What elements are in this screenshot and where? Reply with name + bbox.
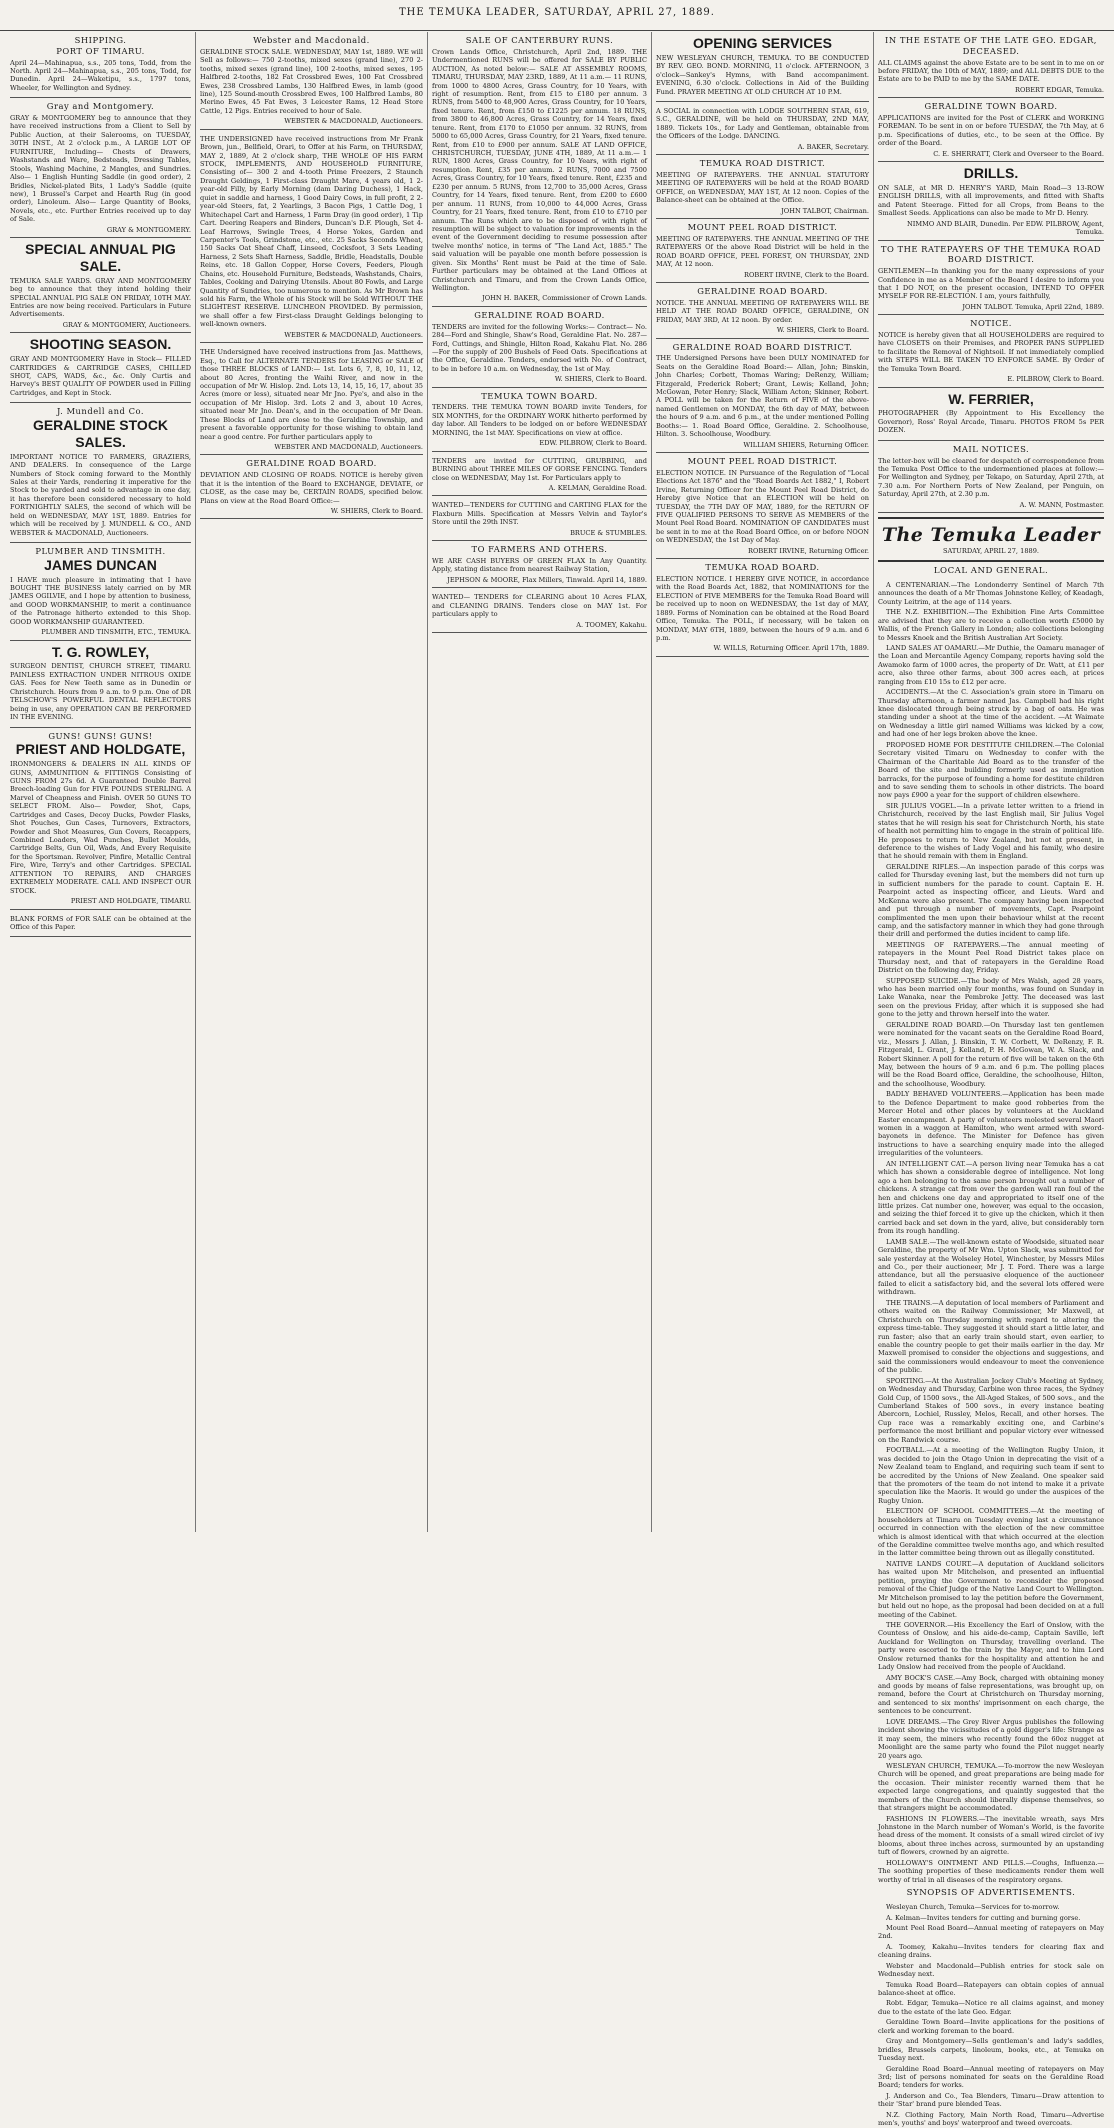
advertisement bbox=[656, 219, 869, 283]
ad-body: BLANK FORMS of FOR SALE can be obtained at the Office of this Paper. bbox=[10, 914, 191, 931]
synopsis-item: N.Z. Clothing Factory, Main North Road, Timaru—Advertise men's, youths' and boys' waterproof and tweed overcoats. bbox=[878, 2110, 1104, 2128]
news-keyword: FASHIONS IN FLOWERS. bbox=[886, 1814, 979, 1823]
advertisement bbox=[200, 32, 423, 130]
news-keyword: BADLY BEHAVED VOLUNTEERS. bbox=[886, 1090, 1003, 1099]
news-keyword: GERALDINE RIFLES. bbox=[886, 862, 960, 871]
news-paragraph bbox=[878, 741, 1104, 800]
advertisement bbox=[432, 496, 647, 541]
news-text: —On Thursday last ten gentlemen were nominated for the vacant seats on the Geraldine Road Board, viz., Messrs J. Allan, J. Binskin, T. W. Corbett, W. DeRenzy, F. R. Fitzgerald, L. Grant, J. Kelland, P. H. McGowan, W. A. Slack, and Robert Skinner. A poll for the return of five will be taken on the 6th May, between the hours of 9 a.m. and 6 p.m. The polling places will be the Road Board office, Geraldine, the schoolhouse, Hilton, and the schoolhouse, Woodbury. bbox=[878, 1020, 1104, 1088]
news-text: —At the C. Association's grain store in Timaru on Thursday afternoon, a farmer named Jas. Campbell had his right knee dislocated through being struck by a bag of oats. He was standing under a shoot at the time of the accident. —At Waimate on Wednesday a little girl named Williams was kicked by a cow, and had one of her legs broken above the knee. bbox=[878, 688, 1104, 739]
ad-heading: GERALDINE ROAD BOARD. bbox=[697, 286, 828, 297]
ad-heading: TEMUKA TOWN BOARD. bbox=[481, 390, 598, 401]
news-keyword: PROPOSED HOME FOR DESTITUTE CHILDREN. bbox=[886, 740, 1055, 749]
ad-signature: WEBSTER & MACDONALD, Auctioneers. bbox=[284, 330, 423, 339]
ad-body: IMPORTANT NOTICE TO FARMERS, GRAZIERS, AND DEALERS. In consequence of the Large Numbers of Stock coming forward to the Monthly Sales at their Yards, rendering it imperative for the Stock to be yarded and sold to advantage in one day, it has therefore been considered necessary to hold FORTNIGHTLY SALES, the second of which will be held on WEDNESDAY, MAY 1ST, 1889. Entries for which will be received by J. MUNDELL & CO., AND WEBSTER & MACDONALD, Auctioneers. bbox=[10, 452, 191, 537]
news-keyword: NATIVE LANDS COURT. bbox=[886, 1559, 973, 1568]
ad-display-heading: JAMES DUNCAN bbox=[44, 556, 157, 573]
ad-signature: JEPHSON & MOORE, Flax Millers, Tinwald. April 14, 1889. bbox=[447, 575, 647, 584]
synopsis-item: Temuka Road Board—Ratepayers can obtain copies of annual balance-sheet at office. bbox=[878, 1980, 1104, 1998]
ad-heading: Gray and Montgomery. bbox=[46, 101, 155, 112]
ad-display-heading: T. G. ROWLEY, bbox=[51, 643, 150, 660]
news-keyword: LAMB SALE. bbox=[886, 1237, 930, 1246]
ad-heading: TO THE RATEPAYERS OF THE TEMUKA ROAD BOARD DISTRICT. bbox=[880, 243, 1102, 265]
news-paragraph bbox=[878, 802, 1104, 861]
news-paragraph bbox=[878, 1299, 1104, 1375]
ad-signature: ROBERT EDGAR, Temuka. bbox=[1015, 85, 1104, 94]
news-text: —The well-known estate of Woodside, situated near Geraldine, the property of Mr Wm. Upton Slack, was submitted for sale yesterday at the Wolseley Hotel, Winchester, by Messrs Miles and Co., per their auctioneer, Mr J. T. Ford. There was a large attendance, but all the persuasive eloquence of the auctioneer failed to elicit a satisfactory bid, and the several lots offered were withdrawn. bbox=[878, 1237, 1104, 1297]
ad-signature: GRAY & MONTGOMERY. bbox=[106, 225, 191, 234]
advertisement bbox=[10, 32, 191, 98]
ad-body: I HAVE much pleasure in intimating that I have BOUGHT THE BUSINESS lately carried on by MR JAMES OGILVIE, and I hope by attention to business, and GOOD WORKMANSHIP, to merit a continuance of the Patronage hitherto extended to this Shop. GOOD WORKMANSHIP GUARANTEED. bbox=[10, 575, 191, 626]
ad-signature: WEBSTER & MACDONALD, Auctioneers. bbox=[284, 117, 423, 126]
synopsis-item: J. Anderson and Co., Tea Blenders, Timaru—Draw attention to their 'Star' brand pure blended Teas. bbox=[878, 2091, 1104, 2109]
ad-body: ALL CLAIMS against the above Estate are to be sent in to me on or before FRIDAY, the 10th of MAY, 1889; and ALL DEBTS DUE to the Estate are to be PAID to me by the SAME DATE. bbox=[878, 58, 1104, 84]
news-paragraph bbox=[878, 1718, 1104, 1760]
newspaper-columns bbox=[6, 32, 1108, 2128]
ad-body: Crown Lands Office, Christchurch, April 2nd, 1889. THE Undermentioned RUNS will be offered for SALE BY PUBLIC AUCTION, As noted below:— SALE AT ASSEMBLY ROOMS, TIMARU, THURSDAY, MAY 23RD, 1889, At 11 a.m.— 11 RUNS, from 1000 to 4800 Acres, Grass Country, for 10 Years, with right of resumption. Rent, from £15 to £180 per annum. 3 RUNS, from 5400 to 48,900 Acres, Grass Country, for 10 Years, fixed tenure. Rent, from £150 to £1225 per annum. 18 RUNS, from 3800 to 46,800 Acres, Grass Country, for 14 Years, fixed tenure. Rent, from £170 to £1050 per annum. 32 RUNS, from 5000 to 65,000 Acres, Grass Country, for 21 Years, fixed tenure. Rent, from £10 to £900 per annum. SALE AT LAND OFFICE, CHRISTCHURCH, TUESDAY, JUNE 4TH, 1889, At 11 a.m.— 1 RUN, 1800 Acres, Grass Country, for 10 Years, with right of resumption. Rent, £35 per annum. 2 RUNS, 7000 and 7500 Acres, Grass Country, for 10 Years, fixed tenure. Rent, £235 and £230 per annum. 5 RUNS, from 12,700 to 35,000 Acres, Grass Country, for 14 Years, fixed tenure. Rent, from £200 to £600 per annum. 11 RUNS, from 10,000 to 44,000 Acres, Grass Country, for 21 Years, fixed tenure. Rent, from £10 to £710 per annum. The Runs which are to be disposed of with right of resumption will be subject to valuation for improvements in the event of the Government deciding to resume possession after twelve months' notice, in terms of "The Land Act, 1885." The said valuation will be payable one month before possession is given. Six Months' Rent must be Paid at the time of Sale. Further particulars may be obtained at the Land Offices at Christchurch and Timaru, and from the Crown Lands Office, Wellington. bbox=[432, 47, 647, 292]
ad-display-heading: W. FERRIER, bbox=[948, 390, 1034, 407]
ad-signature: JOHN TALBOT, Chairman. bbox=[781, 206, 869, 215]
news-keyword: LOVE DREAMS. bbox=[886, 1717, 941, 1726]
news-keyword: LAND SALES AT OAMARU. bbox=[886, 643, 979, 652]
ad-body: GRAY AND MONTGOMERY Have in Stock— FILLED CARTRIDGES & CARTRIDGE CASES, CHILLED SHOT, CAPS, WADS, &c., &c. Only Curtis and Harvey's BEST QUALITY OF POWDER used in Filling Cartridges, and Kept in Stock. bbox=[10, 355, 191, 397]
ad-body: GENTLEMEN—In thanking you for the many expressions of your Confidence in me as a Member of the Board I desire to inform you that I DO NOT, on the present occasion, INTEND TO OFFER MYSELF FOR RE-ELECTION. I am, yours faithfully, bbox=[878, 267, 1104, 301]
news-paragraph bbox=[878, 644, 1104, 686]
ad-signature: WEBSTER AND MACDONALD, Auctioneers. bbox=[274, 443, 423, 451]
ad-body: THE Undersigned Persons have been DULY NOMINATED for Seats on the Geraldine Road Board:— Allan, John; Binskin, John Charles; Corbett, Thomas Waring; DeRenzy, William; Fitzgerald, Frederick Robert; Grant, Lewis; Kelland, John; McGowan, Peter Henry; Slack, William Acton; Skinner, Robert. A POLL will be taken for the Return of FIVE of the above-named Gentlemen on MONDAY, the 6th day of MAY, between the hours of 9 a.m. and 6 p.m., at the under mentioned Polling Booths:— 1. Road Board Office, Geraldine. 2. Schoolhouse, Hilton. 3. Schoolhouse, Woodbury. bbox=[656, 354, 869, 439]
column-5 bbox=[874, 32, 1108, 2128]
advertisement bbox=[10, 543, 191, 641]
news-paragraph bbox=[878, 1762, 1104, 1813]
news-text: —The annual meeting of ratepayers in the Mount Peel Road District takes place on Thursday next, and that of ratepayers in the Geraldine Road District on the following day, Friday. bbox=[878, 940, 1104, 975]
synopsis-item: A. Toomey, Kakahu—Invites tenders for clearing flax and cleaning drains. bbox=[878, 1942, 1104, 1960]
news-keyword: THE GOVERNOR. bbox=[886, 1620, 948, 1629]
advertisement bbox=[878, 241, 1104, 316]
news-paragraph bbox=[878, 1621, 1104, 1672]
ad-signature: JOHN TALBOT. Temuka, April 22nd, 1889. bbox=[962, 302, 1104, 311]
ad-signature: WILLIAM SHIERS, Returning Officer. bbox=[743, 440, 869, 449]
advertisement bbox=[656, 339, 869, 454]
ad-signature: E. PILBROW, Clerk to Board. bbox=[1007, 375, 1104, 384]
ad-body: IRONMONGERS & DEALERS IN ALL KINDS OF GUNS, AMMUNITION & FITTINGS Consisting of GUNS FROM 27s 6d. A Guaranteed Double Barrel Breech-loading Gun for FIVE POUNDS STERLING. A Marvel of Cheapness and Finish. OVER 50 GUNS TO SELECT FROM. Also— Powder, Shot, Caps, Cartridges and Cases, Decoy Ducks, Powder Flasks, Shot Pouches, Gun Cases, Turnovers, Extractors, Powder and Shot Measures, Gun Covers, Recappers, Combined Loaders, Wad Punches, Bullet Moulds, Cartridge Belts, Gun Oil, Wads, And Every Requisite for the Sportsman. Revolver, Pinfire, Metallic Central Fire, Wire, Terry's and other Cartridges. SPECIAL ATTENTION TO REPAIRS, AND CHARGES EXTREMELY MODERATE. CALL AND INSPECT OUR STOCK. bbox=[10, 760, 191, 895]
news-paragraph bbox=[878, 1021, 1104, 1089]
news-keyword: MEETINGS OF RATEPAYERS. bbox=[886, 940, 1001, 949]
ad-body: A SOCIAL in connection with LODGE SOUTHERN STAR, 619, S.C., GERALDINE, will be held on THURSDAY, 2ND MAY, 1889. Tickets 10s., for Lady and Gentleman, obtainable from the Officers of the Lodge. DANCING. bbox=[656, 106, 869, 141]
news-keyword: THE N.Z. EXHIBITION. bbox=[886, 608, 969, 617]
advertisement bbox=[878, 315, 1104, 387]
news-text: —To-morrow the new Wesleyan Church will be opened, and great preparations are being made for the occasion. Their minister recently warned them that he expected large congregations, and quaintly suggested that the members of the Church should liberally dispense themselves, so that strangers might be accommodated. bbox=[878, 1761, 1104, 1813]
news-text: —An inspection parade of this corps was called for Thursday evening last, but the members did not turn up in sufficient numbers for the parade to count. Captain E. H. Pearpoint acted as inspecting officer, and Lieuts. Ward and McKenna were also present. The company having been inspected and put through a number of movements, Capt. Pearpoint complimented the men upon their behaviour whilst at the recent camp, and the satisfactory manner in which they had gone through their drill and performed the duties incident to camp life. bbox=[878, 862, 1104, 939]
advertisement bbox=[10, 641, 191, 728]
ad-signature: C. E. SHERRATT, Clerk and Overseer to the Board. bbox=[933, 149, 1104, 158]
advertisement bbox=[878, 162, 1104, 240]
news-keyword: THE TRAINS. bbox=[886, 1298, 933, 1307]
ad-signature: JOHN H. BAKER, Commissioner of Crown Lands. bbox=[482, 294, 647, 303]
advertisement bbox=[10, 238, 191, 333]
ad-body: ELECTION NOTICE. IN Pursuance of the Regulation of "Local Elections Act 1876" and the "Road Boards Act 1882," I, Robert Irvine, Returning Officer for the Mount Peel Road District, do Hereby give Notice that an ELECTION will be held on TUESDAY, the 7TH DAY OF MAY, 1889, for the RETURN OF FIVE QUALIFIED PERSONS TO SERVE AS MEMBERS of the Mount Peel Road Board. NOMINATION OF CANDIDATES must be sent in to me at the Road Board Office, on or before NOON on WEDNESDAY, the 1st Day of May. bbox=[656, 468, 869, 545]
ad-signature: W. SHIERS, Clerk to Board. bbox=[776, 326, 869, 335]
synopsis-item: Geraldine Town Board—Invite applications for the positions of clerk and working foreman to the board. bbox=[878, 2018, 1104, 2035]
column-5-ads bbox=[878, 32, 1104, 513]
column-1 bbox=[6, 32, 196, 1532]
news-keyword: A CENTENARIAN. bbox=[886, 580, 951, 589]
synopsis-item: Webster and Macdonald—Publish entries for stock sale on Wednesday next. bbox=[878, 1961, 1104, 1979]
ad-body: THE UNDERSIGNED have received instructions from Mr Frank Brown, jun., Bellfield, Orari, to Offer at his Farm, on THURSDAY, MAY 2, 1889, At 2 o'clock sharp, THE WHOLE OF HIS FARM STOCK, IMPLEMENTS, AND HOUSEHOLD FURNITURE, Consisting of— 300 2 and 4-tooth Prime Freezers, 2 Staunch Draught Geldings, 1 First-class Draught Mare, 4 years old, 1 2-year-old Filly, by Early Morning (dam Daring Duchess), 1 Hack, quiet in saddle and harness, 1 Good Dairy Cows, in full profit, 2 2-year-old Steers, fat, 2 Yearlings, 3 Bacon Pigs, 1 Cattle Dog, 1 Whitechapel Cart and Harness, 1 Farm Dray (in good order), 1 Tip Cart. Deering Reapers and Binders, Duncan's D.F. Plough, Set 4-Leaf Harrows, Swingle Trees, 4 Horse Yokes, Garden and Carpenter's Tools, Grindstone, etc., etc. 25 Sacks Seconds Wheat, 150 Sacks Oat Sheaf Chaff, Linseed, Cocksfoot, 3 Sets Leading Harness, 2 Sets Shaft Harness, Saddle, Bridle, Headstalls, Double Reins, etc. 18 Gallon Copper, Horse Covers, Feeders, Plough Chains, etc. Household Furniture, Bedsteads, Washstands, Chairs, Tables, Cooking and Dairying Utensils. About 80 Fowls, and Large Quantity of Sundries, too numerous to mention. As Mr Brown has sold his Farm, the Whole of his Stock will be Sold WITHOUT THE SLIGHTEST RESERVE. LUNCHEON PROVIDED. By permission, we shall offer a few First-class Draught Geldings belonging to well-known owners. bbox=[200, 134, 423, 329]
ad-body: NOTICE. THE ANNUAL MEETING OF RATEPAYERS WILL BE HELD AT THE ROAD BOARD OFFICE, GERALDINE, ON FRIDAY, MAY 3RD, At 12 noon. By order. bbox=[656, 298, 869, 324]
news-paragraph bbox=[878, 1674, 1104, 1716]
ad-body: ELECTION NOTICE. I HEREBY GIVE NOTICE, in accordance with the Road Boards Act, 1882, that NOMINATIONS for the ELECTION of FIVE MEMBERS for the Temuka Road Board will be received up to noon on WEDNESDAY, the 1st day of MAY, 1889. Forms of Nomination can be obtained at the Road Board Office, Temuka. The POLL, if necessary, will be taken on MONDAY, MAY 6TH, 1889, between the hours of 9 a.m. and 6 p.m. bbox=[656, 574, 869, 643]
paper-title: The Temuka Leader bbox=[881, 524, 1101, 547]
ad-body: The letter-box will be cleared for despatch of correspondence from the Temuka Post Office to the undermentioned places at follow:— For Wellington and Sydney, per Tekapo, on Saturday, April 27th, at 7.30 a.m. For Northern Ports of New Zealand, per Penguin, on Saturday, April 27th, at 2.30 p.m. bbox=[878, 456, 1104, 499]
news-paragraph bbox=[878, 1859, 1104, 1884]
ad-body: April 24—Mahinapua, s.s., 205 tons, Todd, from the North. April 24—Mahinapua, s.s., 205 tons, Todd, for Dunedin. April 24—Waketipu, s.s., 1797 tons, Wheeler, for Wellington and Sydney. bbox=[10, 58, 191, 92]
news-text: —Application has been made to the Defence Department to make good robberies from the Mercer Hotel and other places by volunteers at the Auckland Easter encampment. A party of volunteers molested several Maori women in a waggon at Hamilton, who went armed with sword-bayonets in defence. The Minister for Defence has given instructions to have a searching enquiry made into the alleged irregularities of the volunteers. bbox=[878, 1090, 1104, 1158]
advertisement bbox=[878, 441, 1104, 513]
ad-body: SURGEON DENTIST, CHURCH STREET, TIMARU. PAINLESS EXTRACTION UNDER NITROUS OXIDE GAS. Fees for New Teeth same as in Dunedin or Christchurch. Hours from 9 a.m. to 9 p.m. One of DR TELSCHOW'S POWERFUL DENTAL REFLECTORS being in use, any OPERATION CAN BE PERFORMED IN THE EVENING. bbox=[10, 662, 191, 722]
ad-body: ON SALE, at MR D. HENRY'S YARD, Main Road—3 13-ROW ENGLISH DRILLS, with all improvements, and fitted with Shafts and Patent Steerage. Fitted for all Crops, from Beans to the Smallest Seeds. Applications can also be made to Mr D. Henry. bbox=[878, 183, 1104, 218]
news-paragraph bbox=[878, 1815, 1104, 1857]
ad-signature: ROBERT IRVINE, Clerk to the Board. bbox=[744, 270, 869, 279]
ad-heading: MOUNT PEEL ROAD DISTRICT. bbox=[687, 456, 838, 467]
ad-display-heading: GERALDINE STOCK SALES. bbox=[32, 417, 169, 450]
news-paragraph bbox=[878, 977, 1104, 1019]
ad-body: MEETING OF RATEPAYERS. THE ANNUAL STATUTORY MEETING OF RATEPAYERS will be held at the ROAD BOARD OFFICE, on WEDNESDAY, MAY 1ST, At 12 noon. Copies of the Balance-sheet can be obtained at the Office. bbox=[656, 170, 869, 205]
news-paragraph bbox=[878, 941, 1104, 975]
news-paragraph bbox=[878, 608, 1104, 642]
news-text: —Coughs, Influenza.—The soothing properties of these medicaments render them well worthy of trial in all diseases of the respiratory organs. bbox=[878, 1858, 1105, 1884]
ad-body: NOTICE is hereby given that all HOUSEHOLDERS are required to have CLOSETS on their Premises, and PROPER PANS SUPPLIED to facilitate the Removal of Nightsoil. If not immediately complied with STEPS WILL BE TAKEN TO ENFORCE SAME. By Order of the Temuka Town Board. bbox=[878, 331, 1104, 373]
ad-signature: PLUMBER AND TINSMITH, ETC., TEMUKA. bbox=[41, 628, 191, 637]
column-4 bbox=[652, 32, 874, 1532]
ad-display-heading: SHOOTING SEASON. bbox=[29, 336, 172, 353]
advertisement bbox=[656, 32, 869, 102]
news-text: —At the meeting of householders at Timaru on Tuesday evening last a circumstance occurred in connection with the election of the new committee which is almost identical with that which occurred at the election of the Geraldine committee twelve months ago, and which resulted in the latter committee being thrown out as illegally constituted. bbox=[878, 1507, 1104, 1558]
news-text: —A deputation of local members of Parliament and others waited on the Railway Commissioner, Mr Maxwell, at Christchurch on Thursday morning with regard to altering the express time-table. They suggested it should start a little later, and run faster; also that an early train should start, even earlier, to enable the country people to get their mails earlier in the day. Mr Maxwell promised to consider the objections and suggestions, and said the commissioners would endeavour to meet the convenience of the public. bbox=[878, 1298, 1104, 1375]
ad-signature: ROBERT IRVINE, Returning Officer. bbox=[748, 546, 869, 555]
news-keyword: WESLEYAN CHURCH, TEMUKA. bbox=[886, 1761, 998, 1770]
ad-body: WANTED— TENDERS for CLEARING about 10 Acres FLAX, and CLEANING DRAINS. Tenders close on MAY 1st. For particulars apply to bbox=[432, 593, 647, 619]
news-text: —The Londonderry Sentinel of March 7th announces the death of a Mr Thomas Johnstone Kelley, of Keadagh, County Leitrim, at the age of 114 years. bbox=[878, 580, 1104, 606]
ad-body: APPLICATIONS are invited for the Post of CLERK and WORKING FOREMAN. To be sent in on or before TUESDAY, the 7th May, at 6 p.m. Specifications of duties, etc., to be seen at the Office. By order of the Board. bbox=[878, 114, 1104, 148]
advertisement bbox=[878, 98, 1104, 162]
ad-display-heading: PRIEST AND HOLDGATE, bbox=[15, 741, 186, 758]
news-text: —Amy Bock, charged with obtaining money and goods by means of false representations, was brought up, on remand, before the Court at Christchurch on Thursday morning, and sentenced to six months' imprisonment on each charge, the sentences to be concurrent. bbox=[878, 1673, 1105, 1716]
ad-signature: W. SHIERS, Clerk to Board. bbox=[330, 506, 423, 515]
ad-signature: W. WILLS, Returning Officer. April 17th, 1889. bbox=[713, 644, 869, 653]
advertisement bbox=[200, 455, 423, 519]
synopsis-item: A. Kelman—Invites tenders for cutting and burning gorse. bbox=[886, 1913, 1081, 1922]
ad-body: DEVIATION AND CLOSING OF ROADS. NOTICE is hereby given that it is the intention of the Board to EXCHANGE, DEVIATE, or CLOSE, as the case may be, CERTAIN ROADS, specified below. Plans on view at the Road Board Office:— bbox=[200, 471, 423, 505]
news-text: —The body of Mrs Walsh, aged 28 years, who has been married only four months, was found on Sunday in Lake Wanaka, near the Pembroke Jetty. The deceased was last seen on the previous Friday, after which it is supposed she had gone to the jetty and thrown herself into the water. bbox=[878, 976, 1104, 1019]
ad-body: TEMUKA SALE YARDS. GRAY AND MONTGOMERY beg to announce that they intend holding their SPECIAL ANNUAL PIG SALE ON FRIDAY, 10TH MAY. Entries are now being received. Particulars in Future Advertisements. bbox=[10, 276, 191, 319]
news-text: —The Exhibition Fine Arts Committee are advised that they are to receive a collection worth £5000 by Wallis, of the French Gallery in London; also collections belonging to Messrs Knoek and the British Australian Art Society. bbox=[878, 608, 1104, 642]
news-keyword: AMY BOCK'S CASE. bbox=[886, 1673, 956, 1682]
ad-body: PHOTOGRAPHER (By Appointment to His Excellency the Governor), Ross' Royal Arcade, Timaru. PHOTOS FROM 5s PER DOZEN. bbox=[878, 409, 1104, 435]
advertisement bbox=[432, 588, 647, 633]
news-keyword: SIR JULIUS VOGEL. bbox=[886, 801, 957, 810]
synopsis-item: Mount Peel Road Board—Annual meeting of ratepayers on May 2nd. bbox=[878, 1923, 1104, 1941]
news-paragraph bbox=[878, 688, 1104, 739]
news-paragraph bbox=[878, 1560, 1104, 1619]
advertisement bbox=[432, 541, 647, 588]
news-keyword: ELECTION OF SCHOOL COMMITTEES. bbox=[886, 1507, 1031, 1516]
ad-body: THE Undersigned have received instructions from Jas. Matthews, Esq., to Call for ALTERNATE TENDERS for LEASING or SALE of those THREE BLOCKS of LAND:— 1st. Lots 6, 7, 8, 10, 11, 12, about 80 Acres, fronting the Waihi River, and now in the occupation of Mr W. Hislop. 2nd. Lots 13, 14, 15, 16, 17, about 35 Acres (more or less), situated near Mr Jno. Pye's, and also in the occupation of Mr Hislop. 3rd. Lots 2 and 3, about 10 Acres, situated near Mr Jno. Dean's, and in the occupation of Mr Dean. These Blocks of Land are close to the Geraldine Township, and present a favorable opportunity for those wishing to obtain land near a good centre. For further particulars apply to bbox=[200, 348, 423, 441]
ad-heading: PLUMBER AND TINSMITH. bbox=[35, 546, 166, 557]
advertisement bbox=[656, 283, 869, 339]
advertisement bbox=[432, 32, 647, 307]
news-keyword: HOLLOWAY'S OINTMENT AND PILLS. bbox=[886, 1858, 1026, 1867]
paper-title-block bbox=[878, 517, 1104, 562]
ad-heading: GERALDINE ROAD BOARD DISTRICT. bbox=[672, 341, 853, 352]
ad-heading: J. Mundell and Co. bbox=[56, 406, 145, 417]
section-heading: LOCAL AND GENERAL. bbox=[933, 565, 1049, 576]
news-text: —The Colonial Secretary visited Timaru on Wednesday to confer with the Chairman of the Charitable Aid Board as to the transfer of the Board of the site and building formerly used as immigration barracks, for the purpose of founding a home for destitute children and to save sending them to schools in other districts. The board now pays £900 a year for the support of children elsewhere. bbox=[878, 740, 1105, 800]
ad-heading: GERALDINE ROAD BOARD. bbox=[246, 458, 377, 469]
ad-signature: GRAY & MONTGOMERY, Auctioneers. bbox=[62, 320, 191, 329]
news-paragraph bbox=[878, 863, 1104, 939]
advertisement bbox=[656, 102, 869, 155]
ad-subheading: PORT OF TIMARU. bbox=[56, 45, 145, 56]
ad-signature: A. TOOMEY, Kakahu. bbox=[576, 620, 647, 629]
ad-body: TENDERS are invited for CUTTING, GRUBBING, and BURNING about THREE MILES OF GORSE FENCING. Tenders close on WEDNESDAY, May 1st. For Particulars apply to bbox=[432, 456, 647, 482]
news-text: —The inevitable wreath, says Mrs Johnstone in the March number of Woman's World, is the favorite head dress of the moment. It consists of a small wired circlet of ivy blooms, about three inches across, surmounted by an upstanding tuft of flowers, crowned by an aigrette. bbox=[878, 1814, 1105, 1857]
ad-body: GRAY & MONTGOMERY beg to announce that they have received instructions from a Client to Sell by Public Auction, at their Salerooms, on TUESDAY, 30TH INST., At 2 o'clock p.m., A LARGE LOT OF FURNITURE, Including— Chests of Drawers, Washstands and Ware, Bedsteads, Dressing Tables, Stools, Washing Machine, 2 Mangles, and Sundries. Also— 1 English Hunting Saddle (in good order), 2 Bridles, Nickel-plated Bits, 1 Lady's Saddle (quite new), 1 Brussel's Carpet and Hearth Rug (in good order), Linoleum. Also— Large Quantity of Books, Novels, etc., etc. Further Entries received up to day of Sale. bbox=[10, 114, 191, 224]
synopsis-item: Robt. Edgar, Temuka—Notice re all claims against, and money due to the estate of the late Geo. Edgar. bbox=[878, 1999, 1104, 2016]
ad-heading: GERALDINE TOWN BOARD. bbox=[924, 101, 1058, 112]
ad-body: TENDERS are invited for the following Works:— Contract— No. 284—Ford and Shingle, Shaw's Road, Geraldine Flat. No. 287—Ford, Cuttings, and Shingle, Hilton Road, Kakahu Flat. No. 286—For the supply of 200 Bushels of Feed Oats. Specifications at the Office, Geraldine. Tenders, endorsed with No. of Contract, to be in before 10 a.m. on Wednesday, the 1st of May. bbox=[432, 322, 647, 373]
news-keyword: SUPPOSED SUICIDE. bbox=[886, 976, 961, 985]
news-paragraph bbox=[878, 1238, 1104, 1297]
advertisement bbox=[10, 910, 191, 938]
news-text: —A person living near Temuka has a cat which has shown a considerable degree of intelligence. Not long ago a hen belonging to the same person brought out a number of chickens. A strange cat from over the garden wall ran foul of the hen and chickens one day and appropriated to itself one of the little prizes. Cat number one, however, was equal to the occasion, and seizing the thief forced it to give up the chicken, which it then carried back and set down in the yard, alive, but considerably torn from its rough handling. bbox=[878, 1159, 1105, 1236]
synopsis-item: Gray and Montgomery—Sells gentleman's and lady's saddles, bridles, Brussels carpets, linoleum, books, etc., at Temuka on Tuesday next. bbox=[878, 2037, 1104, 2063]
ad-heading: TEMUKA ROAD DISTRICT. bbox=[699, 158, 826, 169]
advertisement bbox=[432, 388, 647, 452]
synopsis-list bbox=[878, 1903, 1104, 2128]
news-text: —The Grey River Argus publishes the following incident showing the vicissitudes of a gold digger's life: Strange as it may seem, the miners who recently found the 60oz nugget at Moonlight are the same party who found the Pilot nugget nearly 20 years ago. bbox=[878, 1717, 1104, 1760]
ad-body: WE ARE CASH BUYERS OF GREEN FLAX In Any Quantity. Apply, stating distance from nearest Railway Station, bbox=[432, 556, 647, 574]
ad-heading: IN THE ESTATE OF THE LATE GEO. EDGAR, DECEASED. bbox=[885, 35, 1097, 56]
advertisement bbox=[878, 388, 1104, 441]
news-text: —A deputation of Auckland solicitors has waited upon Mr Mitchelson, and presented an influential petition, praying the Government to reconsider the proposed removal of the Chief Judge of the Native Land Court to Wellington. Mr Mitchelson promised to lay the petition before the Government, but held out no hope, as the proposal had been decided on at a full meeting of the Cabinet. bbox=[878, 1559, 1104, 1619]
ad-body: TENDERS. THE TEMUKA TOWN BOARD invite Tenders, for SIX MONTHS, for the ORDINARY WORK hitherto performed by day labor. All Tenders to be lodged on or before WEDNESDAY MORNING, the 1st MAY. Specifications on view at office. bbox=[432, 403, 647, 437]
ad-heading: Webster and Macdonald. bbox=[253, 35, 370, 45]
ad-heading: GUNS! GUNS! GUNS! bbox=[48, 730, 153, 741]
ad-body: WANTED—TENDERS for CUTTING and CARTING FLAX for the Flaxburn Mills. Specification at Messrs Velvin and Taylor's Store until the 29th INST. bbox=[432, 501, 647, 527]
ad-signature: EDW. PILBROW, Clerk to Board. bbox=[539, 439, 647, 448]
ad-body: MEETING OF RATEPAYERS. THE ANNUAL MEETING OF THE RATEPAYERS Of the above Road District will be held in the ROAD BOARD OFFICE, PEEL FOREST, ON THURSDAY, 2ND MAY, At 12 noon. bbox=[656, 234, 869, 269]
advertisement bbox=[878, 32, 1104, 98]
ad-body: NEW WESLEYAN CHURCH, TEMUKA. TO BE CONDUCTED BY REV. GEO. BOND. MORNING, 11 o'clock. AFTERNOON, 3 o'clock—Sankey's Hymns, with Band accompaniment. EVENING, 6.30 o'clock. Collections in Aid of the Building Fund. PRAYER MEETING AT OLD CHURCH AT 10 P.M. bbox=[656, 53, 869, 96]
news-paragraph bbox=[878, 1090, 1104, 1158]
synopsis-item: Wesleyan Church, Temuka—Services for to-morrow. bbox=[886, 1903, 1060, 1912]
advertisement bbox=[10, 98, 191, 238]
ad-signature: NIMMO AND BLAIR, Dunedin. Per EDW. PILBROW, Agent, Temuka. bbox=[906, 219, 1104, 237]
news-items bbox=[878, 581, 1104, 1884]
news-paragraph bbox=[878, 1160, 1104, 1236]
advertisement bbox=[200, 130, 423, 344]
ad-signature: A. W. MANN, Postmaster. bbox=[1019, 500, 1104, 509]
column-3 bbox=[428, 32, 652, 1532]
news-keyword: GERALDINE ROAD BOARD. bbox=[886, 1020, 984, 1029]
advertisement bbox=[432, 307, 647, 388]
news-paragraph bbox=[878, 1377, 1104, 1445]
advertisement bbox=[656, 155, 869, 219]
ad-heading: SALE OF CANTERBURY RUNS. bbox=[465, 35, 614, 45]
ad-display-heading: OPENING SERVICES bbox=[692, 35, 832, 51]
news-paragraph bbox=[878, 1446, 1104, 1505]
news-text: —At a meeting of the Wellington Rugby Union, it was decided to join the Otago Union in deprecating the visit of a New Zealand team to England, and requiring such team if sent to be accredited by the Unions of New Zealand. One speaker said that the promoters of the team do not intend to make it a private speculation like the Maoris. It would go under the auspices of the Rugby Union. bbox=[878, 1446, 1104, 1505]
news-text: —Mr Duthie, the Oamaru manager of the Loan and Mercantile Agency Company, reports having sold the Awamoko farm of 1000 acres, the property of Dr. Watt, at £11 per acre, also three other farms, about 300 acres each, at prices ranging from £10 15s to £12 per acre. bbox=[878, 643, 1104, 686]
advertisement bbox=[10, 728, 191, 910]
ad-signature: W. SHIERS, Clerk to Board. bbox=[554, 375, 647, 384]
ad-heading: MOUNT PEEL ROAD DISTRICT. bbox=[687, 222, 838, 233]
advertisement bbox=[10, 333, 191, 403]
ad-signature: A. BAKER, Secretary. bbox=[797, 142, 869, 151]
news-paragraph bbox=[878, 581, 1104, 606]
synopsis-item: Geraldine Road Board—Annual meeting of ratepayers on May 3rd; list of persons nominated for seats on the Geraldine Road Board; tenders for works. bbox=[878, 2064, 1104, 2090]
ad-heading: NOTICE. bbox=[970, 318, 1012, 329]
news-text: —In a private letter written to a friend in Christchurch, received by the last English mail, Sir Julius Vogel states that he will resign his seat for Christchurch North, his state of health not permitting him to engage in the strain of political life. He proposes to return to New Zealand, but not at present, in deference to the wishes of Lady Vogel and his family, who desire that he should remain with them in England. bbox=[878, 801, 1104, 861]
news-text: —At the Australian Jockey Club's Meeting at Sydney, on Wednesday and Thursday, Carbine won three races, the Sydney Gold Cup, of 1500 sovs., the All-Aged Stakes, of 500 sovs., and the Cumberland Stakes of 500 sovs., in every instance beating Abercorn, Lochiel, Russley, Melos, Recall, and other horses. The Cup race was a remarkably exciting one, and Carbine's performance the most brilliant and popular victory ever witnessed on the Randwick course. bbox=[878, 1376, 1104, 1444]
ad-heading: SHIPPING. bbox=[74, 35, 127, 45]
news-keyword: FOOTBALL. bbox=[886, 1446, 927, 1455]
ad-signature: BRUCE & STUMBLES. bbox=[570, 528, 647, 537]
ad-heading: MAIL NOTICES. bbox=[952, 443, 1030, 454]
ad-heading: TEMUKA ROAD BOARD. bbox=[705, 562, 820, 573]
masthead: THE TEMUKA LEADER, SATURDAY, APRIL 27, 1889. bbox=[0, 0, 1114, 31]
ad-heading: GERALDINE ROAD BOARD. bbox=[474, 309, 605, 320]
ad-body: GERALDINE STOCK SALE. WEDNESDAY, MAY 1st, 1889. WE will Sell as follows:— 750 2-tooths, mixed sexes (grand line), 270 2-tooths, mixed sexes (grand line), 100 2-tooths, mixed sexes, 195 Halfbred 2-tooths, 182 Fat Crossbred Ewes, 100 Fat Crossbred Ewes, 238 Crossbred Lambs, 130 Halfbred Ewes, in lamb (good line), 125 Sound-mouth Crossbred Ewes, 100 Halfbred Lambs, 80 Merino Ewes, 45 Fat Ewes, 3 Leicester Rams, 12 Head Store Cattle, 12 Pigs. Entries received to hour of Sale. bbox=[200, 47, 423, 115]
date-line: SATURDAY, APRIL 27, 1889. bbox=[942, 547, 1039, 556]
ad-signature: PRIEST AND HOLDGATE, TIMARU. bbox=[70, 897, 191, 906]
ad-display-heading: DRILLS. bbox=[963, 165, 1019, 182]
advertisement bbox=[656, 453, 869, 559]
news-keyword: ACCIDENTS. bbox=[886, 688, 931, 697]
column-2 bbox=[196, 32, 428, 1532]
advertisement bbox=[656, 559, 869, 657]
news-text: —His Excellency the Earl of Onslow, with the Countess of Onslow, and his aide-de-camp, Captain Saville, left Auckland for Wellington on Thursday, travelling overland. The party were escorted to the train by the Mayor, and to him Lord Onslow returned thanks for the hospitality and attention he and Lady Onslow had received from the people of Auckland. bbox=[878, 1620, 1105, 1672]
advertisement bbox=[200, 343, 423, 455]
ad-display-heading: SPECIAL ANNUAL PIG SALE. bbox=[25, 241, 176, 274]
ad-heading: TO FARMERS AND OTHERS. bbox=[471, 544, 608, 555]
news-keyword: SPORTING. bbox=[886, 1376, 926, 1385]
advertisement bbox=[432, 452, 647, 497]
advertisement bbox=[10, 403, 191, 543]
synopsis-heading: SYNOPSIS OF ADVERTISEMENTS. bbox=[906, 1888, 1076, 1899]
news-keyword: AN INTELLIGENT CAT. bbox=[886, 1159, 966, 1168]
news-paragraph bbox=[878, 1507, 1104, 1558]
ad-signature: A. KELMAN, Geraldine Road. bbox=[548, 483, 647, 492]
